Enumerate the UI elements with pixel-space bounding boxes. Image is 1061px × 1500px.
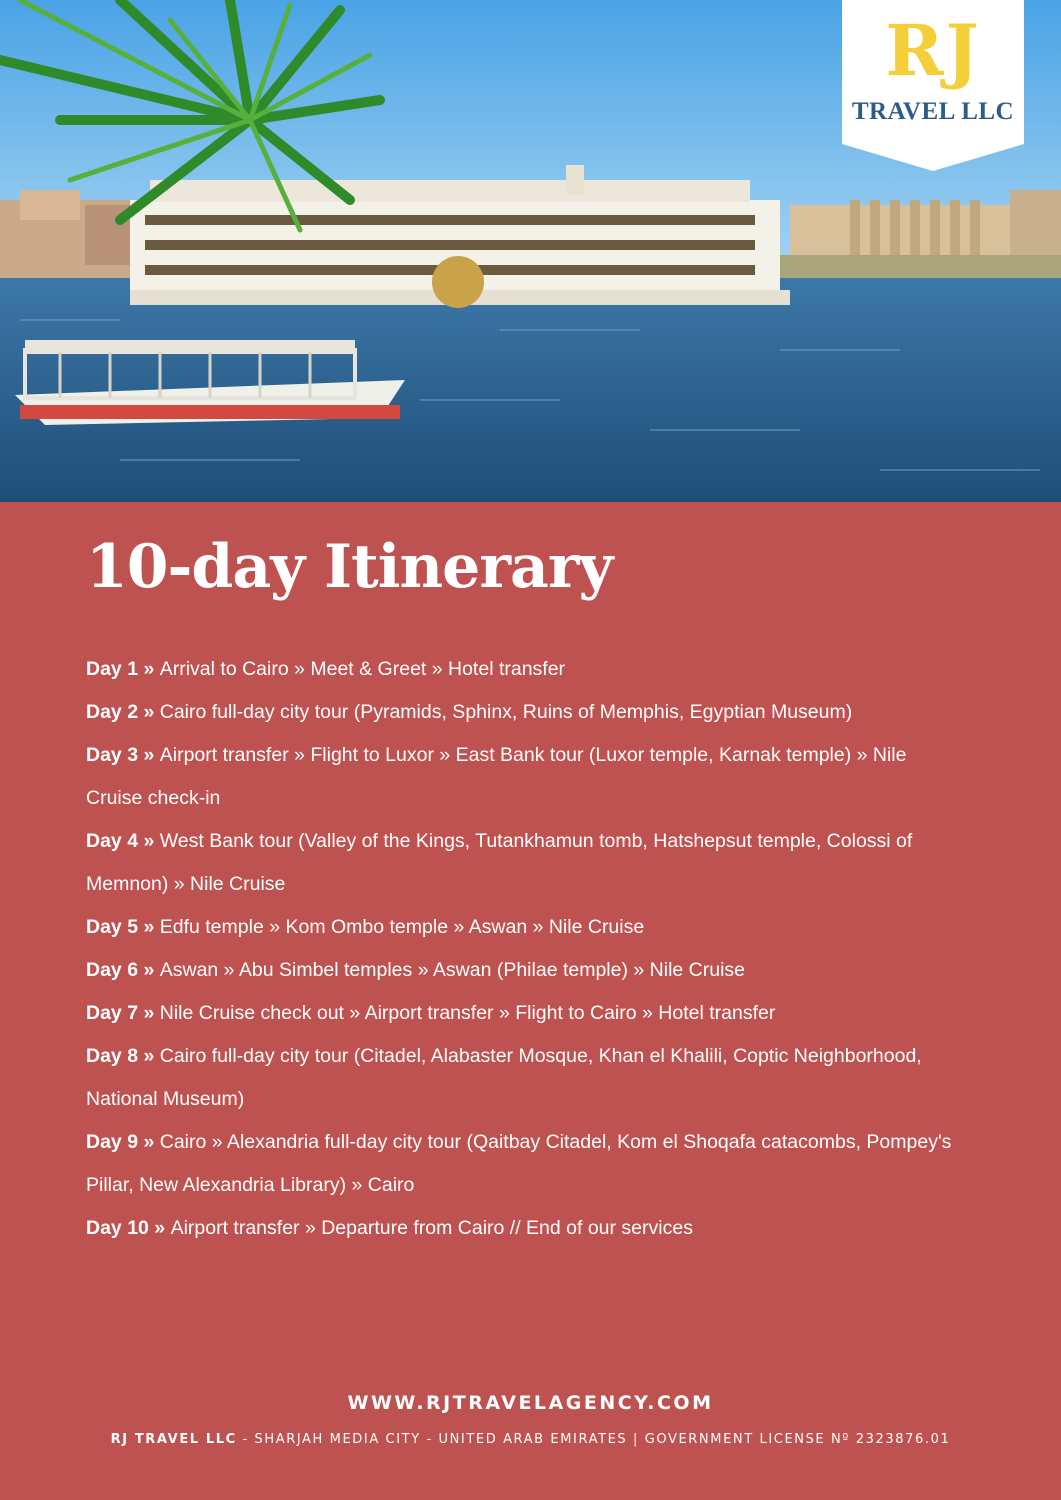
day-label: Day 4 (86, 830, 139, 852)
logo-subtitle: TRAVEL LLC (851, 98, 1015, 125)
day-label: Day 1 (86, 658, 139, 680)
day-description: Cairo » Alexandria full-day city tour (Qaitbay Citadel, Kom el Shoqafa catacombs, Pompey's Pillar, New Alexandria Library) » Cairo (86, 1131, 952, 1196)
day-separator: » (138, 959, 160, 981)
itinerary-day-4 (86, 820, 966, 906)
day-description: Arrival to Cairo » Meet & Greet » Hotel transfer (159, 658, 566, 680)
day-description: Airport transfer » Departure from Cairo // End of our services (170, 1217, 693, 1239)
day-description: West Bank tour (Valley of the Kings, Tutankhamun tomb, Hatshepsut temple, Colossi of Memnon) » Nile Cruise (86, 830, 913, 895)
day-separator: » (138, 1045, 160, 1067)
itinerary-day-1 (86, 648, 966, 691)
page-title: 10-day Itinerary (86, 532, 613, 602)
itinerary-day-9 (86, 1121, 966, 1207)
itinerary-day-10 (86, 1207, 966, 1250)
itinerary-day-7 (86, 992, 966, 1035)
day-description: Cairo full-day city tour (Citadel, Alabaster Mosque, Khan el Khalili, Coptic Neighborhood, National Museum) (86, 1045, 922, 1110)
day-separator: » (138, 1131, 160, 1153)
day-separator: » (138, 744, 160, 766)
day-separator: » (138, 830, 160, 852)
website-link[interactable]: WWW.RJTRAVELAGENCY.COM (347, 1392, 714, 1414)
logo-mark: RJ (885, 9, 981, 92)
itinerary-day-6 (86, 949, 966, 992)
day-label: Day 10 (86, 1217, 149, 1239)
day-description: Edfu temple » Kom Ombo temple » Aswan » Nile Cruise (159, 916, 645, 938)
itinerary-day-2 (86, 691, 966, 734)
day-label: Day 9 (86, 1131, 139, 1153)
footer-company-info (0, 1432, 1061, 1447)
company-logo (842, 0, 1024, 171)
day-label: Day 7 (86, 1002, 139, 1024)
itinerary-day-3 (86, 734, 966, 820)
day-label: Day 6 (86, 959, 139, 981)
day-description: Nile Cruise check out » Airport transfer » Flight to Cairo » Hotel transfer (159, 1002, 776, 1024)
day-description: Airport transfer » Flight to Luxor » East Bank tour (Luxor temple, Karnak temple) » Nile Cruise check-in (86, 744, 907, 809)
footer-company-name: RJ TRAVEL LLC (110, 1432, 237, 1447)
itinerary-list (86, 648, 966, 1250)
day-separator: » (138, 701, 160, 723)
day-description: Cairo full-day city tour (Pyramids, Sphinx, Ruins of Memphis, Egyptian Museum) (159, 701, 853, 723)
day-separator: » (138, 658, 160, 680)
day-description: Aswan » Abu Simbel temples » Aswan (Philae temple) » Nile Cruise (159, 959, 746, 981)
day-separator: » (138, 1002, 160, 1024)
day-separator: » (148, 1217, 171, 1239)
day-label: Day 8 (86, 1045, 139, 1067)
day-label: Day 3 (86, 744, 139, 766)
day-separator: » (138, 916, 160, 938)
footer-details: - SHARJAH MEDIA CITY - UNITED ARAB EMIRATES | GOVERNMENT LICENSE Nº 2323876.01 (236, 1432, 951, 1447)
itinerary-day-8 (86, 1035, 966, 1121)
day-label: Day 2 (86, 701, 139, 723)
day-label: Day 5 (86, 916, 139, 938)
itinerary-day-5 (86, 906, 966, 949)
